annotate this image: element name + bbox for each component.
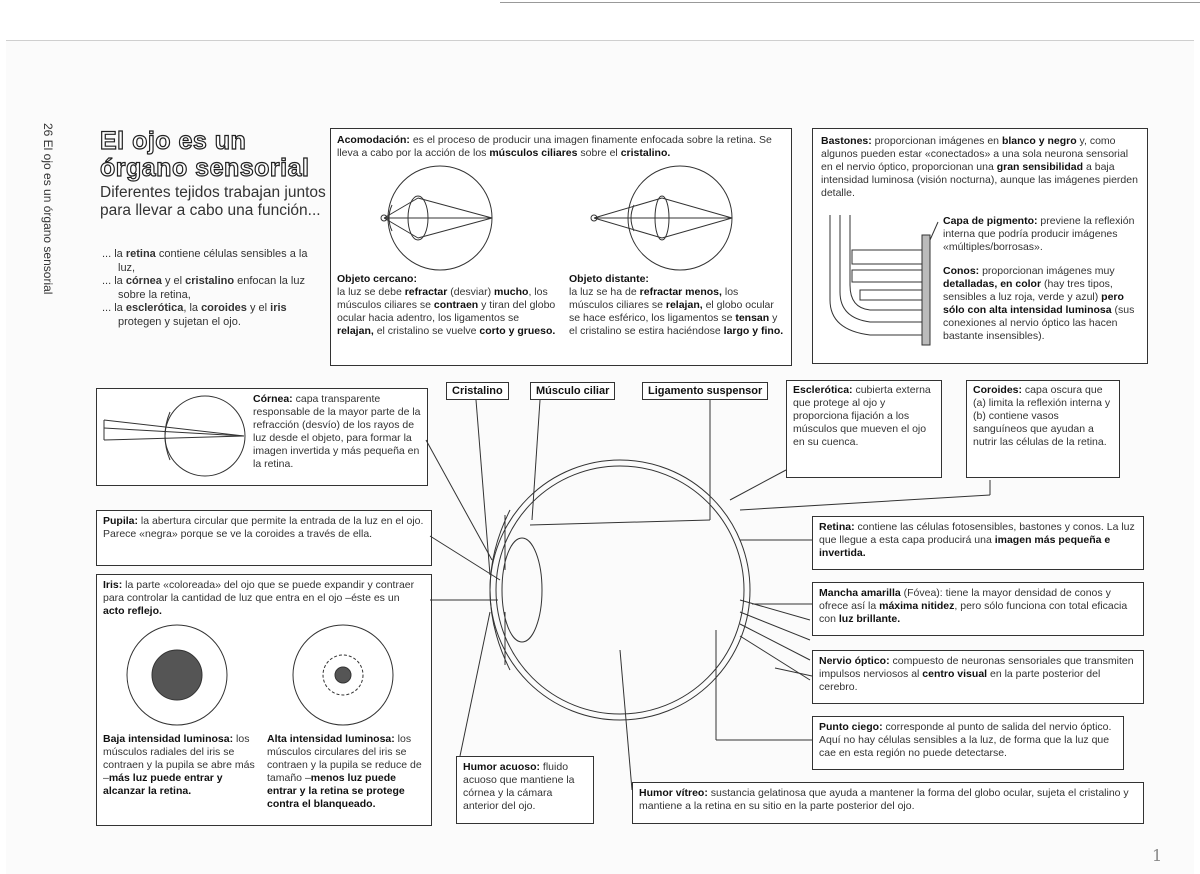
bastones-conos-box (812, 128, 1148, 364)
humor-vitreo-text: Humor vítreo: sustancia gelatinosa que ayuda a mantener la forma del globo ocular, sujeta el cristalino y mantiene a la retina en su sitio en la parte posterior del ojo. (639, 787, 1129, 812)
page-title-line2: órgano sensorial (100, 154, 310, 182)
cornea-box (96, 388, 428, 486)
esclerotica-text: Esclerótica: cubierta externa que protege al ojo y proporciona fijación a los músculos que mueven el ojo en su cuenca. (793, 384, 931, 448)
bullet-item: ... la retina contiene células sensibles a la luz, (102, 248, 308, 274)
bastones-text: Bastones: proporcionan imágenes en blanco y negro y, como algunos pueden estar «conectados» a una sola neurona sensorial en el nervio óptico, proporcionan una gran sensibilidad a baja intensidad luminosa (visión nocturna), aunque las imágenes pierden detalle. (821, 135, 1138, 199)
objeto-cercano-text: Objeto cercano: la luz se debe refractar (desviar) mucho, los músculos ciliares se contraen y tiran del globo ocular hacia adentro, los ligamentos se relajan, el cristalino se vuelve corto y grueso. (337, 273, 556, 337)
scan-top-line (500, 2, 1200, 3)
punto-ciego-box (812, 716, 1124, 770)
acomodacion-text: Acomodación: es el proceso de producir una imagen finamente enfocada sobre la retina. Se lleva a cabo por la acción de los músculos ciliares sobre el cristalino. (337, 134, 772, 159)
retina-text: Retina: contiene las células fotosensibles, bastones y conos. La luz que llegue a esta capa producirá una imagen más pequeña e invertida. (819, 521, 1135, 559)
objeto-distante-text: Objeto distante: la luz se ha de refractar menos, los músculos ciliares se relajan, el globo ocular se hace esférico, los ligamentos se tensan y el cristalino se estira haciéndose largo y fino. (569, 273, 784, 337)
capa-pigmento-text: Capa de pigmento: previene la reflexión interna que podría producir imágenes «múltiples/borrosas». (943, 215, 1135, 253)
mancha-amarilla-text: Mancha amarilla (Fóvea): tiene la mayor densidad de conos y ofrece así la máxima nitidez, pero sólo funciona con total eficacia con luz brillante. (819, 587, 1128, 625)
tag-musculo-ciliar: Músculo ciliar (530, 382, 615, 400)
coroides-box (966, 380, 1120, 478)
bullet-list (102, 248, 312, 329)
acomodacion-box (330, 128, 792, 366)
pupila-text: Pupila: la abertura circular que permite la entrada de la luz en el ojo. Parece «negra» porque se ve la coroides a través de ella. (103, 515, 424, 540)
humor-acuoso-text: Humor acuoso: fluido acuoso que mantiene la córnea y la cámara anterior del ojo. (463, 761, 575, 812)
side-label-text: 26 El ojo es un órgano sensorial (41, 123, 55, 295)
tag-cristalino: Cristalino (446, 382, 509, 400)
humor-acuoso-box (456, 756, 594, 824)
bullet-item: ... la esclerótica, la coroides y el iris protegen y sujetan el ojo. (102, 302, 287, 328)
esclerotica-box (786, 380, 942, 478)
bullet-item: ... la córnea y el cristalino enfocan la luz sobre la retina, (102, 275, 305, 301)
nervio-optico-text: Nervio óptico: compuesto de neuronas sensoriales que transmiten impulsos nerviosos al centro visual en la parte posterior del cerebro. (819, 655, 1134, 693)
title-block (100, 128, 330, 220)
tag-ligamento-suspensor: Ligamento suspensor (642, 382, 768, 400)
page-mark: 1 (1152, 846, 1163, 865)
mancha-amarilla-box (812, 582, 1144, 636)
iris-text: Iris: la parte «coloreada» del ojo que se puede expandir y contraer para controlar la cantidad de luz que entra en el ojo –éste es un acto reflejo. (103, 579, 415, 617)
side-running-head (36, 123, 60, 308)
conos-text: Conos: proporcionan imágenes muy detalladas, en color (hay tres tipos, sensibles a luz roja, verde y azul) pero sólo con alta intensidad luminosa (sus conexiones al nervio óptico las hacen bastante insensibles). (943, 265, 1135, 342)
alta-intensidad-text: Alta intensidad luminosa: los músculos circulares del iris se contraen y la pupila se reduce de tamaño –menos luz puede entrar y la retina se protege contra el blanqueado. (267, 733, 422, 810)
baja-intensidad-text: Baja intensidad luminosa: los músculos radiales del iris se contraen y la pupila se abre más –más luz puede entrar y alcanzar la retina. (103, 733, 255, 797)
retina-box (812, 516, 1144, 570)
cornea-text: Córnea: capa transparente responsable de la mayor parte de la refracción (desvío) de los rayos de luz desde el objeto, para formar la imagen invertida y más pequeña en la retina. (253, 393, 421, 470)
page-title-line1: El ojo es un (100, 127, 247, 155)
coroides-text: Coroides: capa oscura que (a) limita la reflexión interna y (b) contiene vasos sanguíneos que ayudan a nutrir las células de la retina. (973, 384, 1111, 448)
page-subtitle: Diferentes tejidos trabajan juntos para llevar a cabo una función... (100, 184, 326, 219)
nervio-optico-box (812, 650, 1144, 704)
humor-vitreo-box (632, 782, 1144, 824)
pupila-box (96, 510, 432, 566)
punto-ciego-text: Punto ciego: corresponde al punto de salida del nervio óptico. Aquí no hay células sensibles a la luz, de forma que la luz que cae en esta región no puede detectarse. (819, 721, 1112, 759)
iris-box (96, 574, 432, 826)
